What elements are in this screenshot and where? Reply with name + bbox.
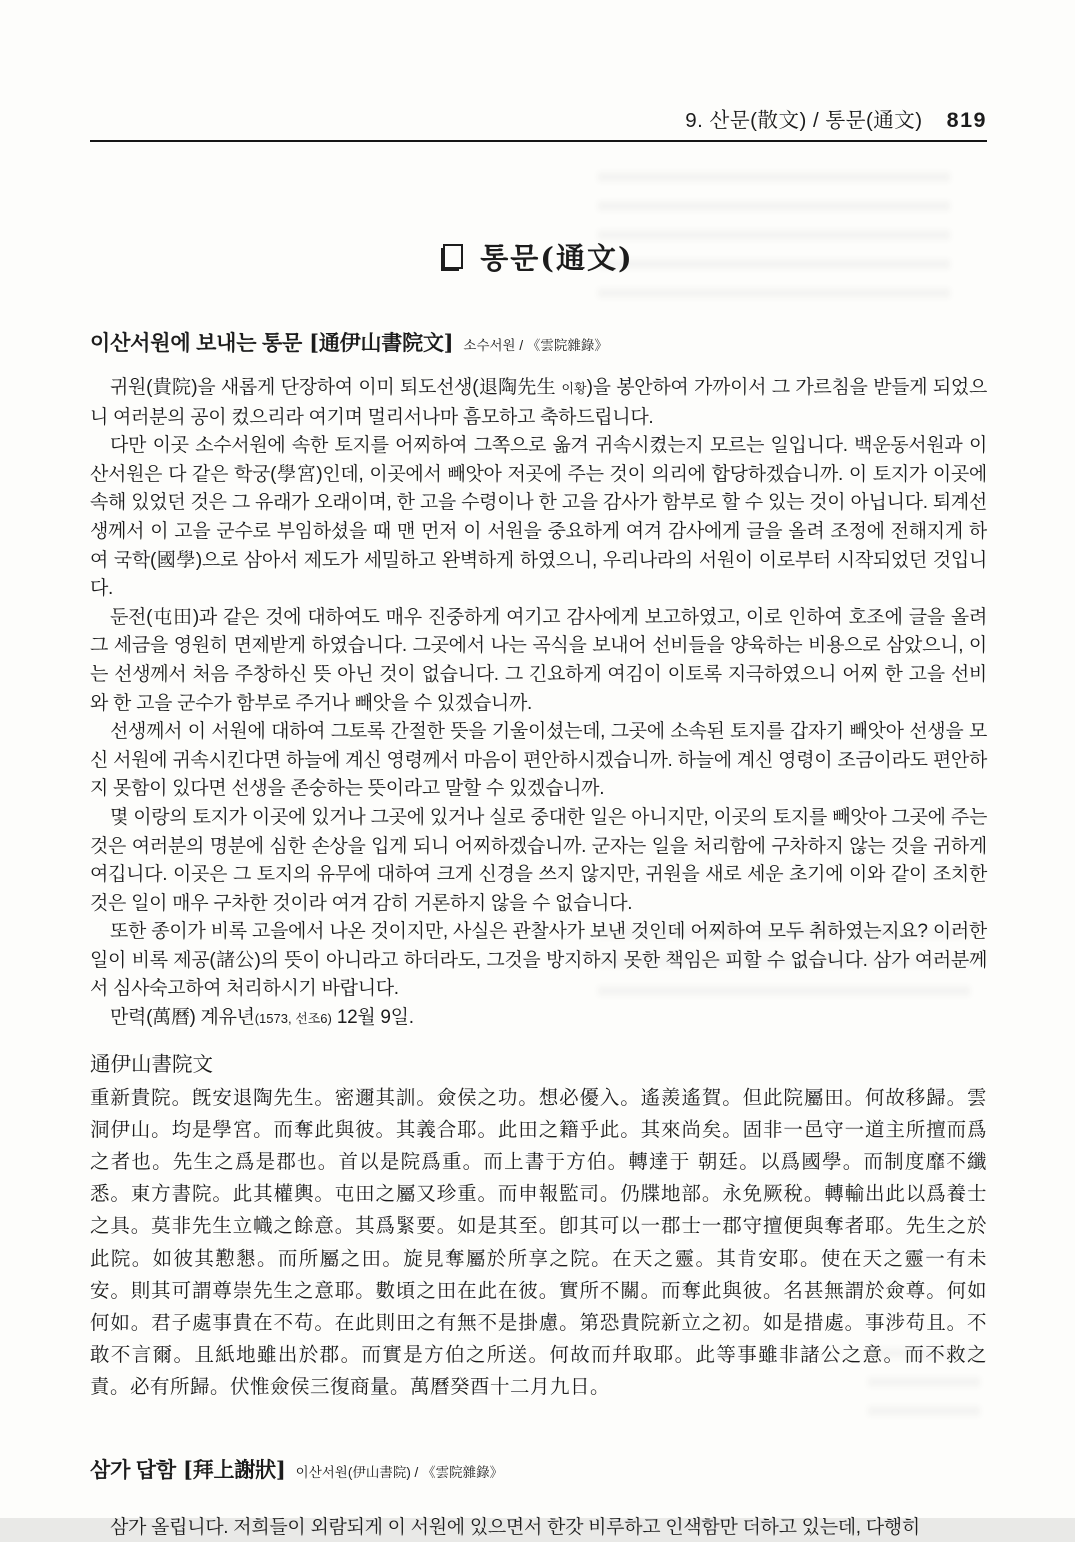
- section-reply: [90, 1454, 987, 1542]
- paragraph: 삼가 올립니다. 저희들이 외람되게 이 서원에 있으면서 한갓 비루하고 인색함만 더하고 있는데, 다행히: [110, 1516, 920, 1538]
- paragraph: 선생께서 이 서원에 대하여 그토록 간절한 뜻을 기울이셨는데, 그곳에 소속된 토지를 갑자기 빼앗아 선생을 모신 서원에 귀속시킨다면 하늘에 계신 영령께서 마음이 편안하시겠습니까. 하늘에 계신 영령이 조금이라도 편안하지 못함이 있다면 선생을 존숭하는 뜻이라고 말할 수 있겠습니까.: [90, 721, 987, 800]
- paragraph-text: 귀원(貴院)을 새롭게 단장하여 이미 퇴도선생(退陶先生: [110, 377, 562, 398]
- hanmun-title: 通伊山書院文: [90, 1051, 213, 1076]
- paragraph: [90, 374, 987, 432]
- article-heading-hanja: [拜上謝狀]: [182, 1456, 286, 1482]
- hanmun-text: 重新貴院。旣安退陶先生。密邇其訓。僉侯之功。想必優入。遙羨遙賀。但此院屬田。何故移歸。雲洞伊山。均是學宮。而奪此與彼。其義合耶。此田之籍乎此。其來尚矣。固非一邑守一道主所擅而爲之者也。先生之爲是郡也。首以是院爲重。而上書于方伯。轉達于 朝廷。以爲國學。而制度靡不纖悉。東方書院。此其權輿。屯田之屬又珍重。而申報監司。仍牒地部。永免厥稅。轉輸出此以爲養士之具。莫非先生立幟之餘意。其爲緊要。如是其至。卽其可以一郡士一郡守擅便與奪者耶。先生之於此院。如彼其懃懇。而所屬之田。旋見奪屬於所享之院。在天之靈。其肯安耶。使在天之靈一有未安。則其可謂尊崇先生之意耶。數頃之田在此在彼。實所不關。而奪此與彼。名甚無謂於僉尊。何如何如。君子處事貴在不苟。在此則田之有無不是掛慮。第恐貴院新立之初。如是措處。事涉苟且。不敢不言爾。且紙地雖出於郡。而實是方伯之所送。何故而幷取耶。此等事雖非諸公之意。而不救之責。必有所歸。伏惟僉侯三復商量。萬曆癸酉十二月九日。: [90, 1085, 987, 1399]
- article-heading-korean: 삼가 답함: [90, 1458, 176, 1482]
- date-line: [90, 1004, 987, 1034]
- square-bullet-icon: [443, 244, 463, 269]
- article-heading-korean: 이산서원에 보내는 통문: [90, 332, 303, 355]
- article-heading-hanja: [通伊山書院文]: [309, 330, 454, 355]
- paragraph: 둔전(屯田)과 같은 것에 대하여도 매우 진중하게 여기고 감사에게 보고하였고, 이로 인하여 호조에 글을 올려 그 세금을 영원히 면제받게 하였습니다. 그곳에서 나는 곡식을 보내어 선비들을 양육하는 비용으로 삼았으니, 이는 선생께서 처음 주창하신 뜻 아닌 것이 없습니다. 그 긴요하게 여김이 이토록 지극하였으니 어찌 한 고을 선비와 한 고을 군수가 함부로 주거나 빼앗을 수 있겠습니까.: [90, 606, 987, 714]
- paragraph-text: )을 봉안하여 가까이서 그 가르침을 받들게 되었으니 여러분의 공이 컸으리라 여기며 멀리서나마 흠모하고 축하드립니다.: [90, 377, 987, 428]
- chapter-title-hanja: (通文): [540, 241, 634, 275]
- inline-annotation: (1573, 선조6): [254, 1011, 332, 1027]
- article-heading-source: 이산서원(伊山書院) / 《雲院雜錄》: [295, 1464, 504, 1480]
- hanmun-block: [90, 1047, 987, 1404]
- paragraph: 또한 종이가 비록 고을에서 나온 것이지만, 사실은 관찰사가 보낸 것인데 어찌하여 모두 취하였는지요? 이러한 일이 비록 제공(諸公)의 뜻이 아니라고 하더라도, 그것을 방지하지 못한 책임은 피할 수 없습니다. 삼가 여러분께서 심사숙고하여 처리하시기 바랍니다.: [90, 921, 987, 1000]
- chapter-title: [90, 236, 987, 277]
- page-header: [90, 0, 987, 142]
- paragraph: 몇 이랑의 토지가 이곳에 있거나 그곳에 있거나 실로 중대한 일은 아니지만, 이곳의 토지를 빼앗아 그곳에 주는 것은 여러분의 명분에 심한 손상을 입게 되니 어찌하겠습니까. 군자는 일을 처리함에 구차하지 않는 것을 귀하게 여깁니다. 이곳은 그 토지의 유무에 대하여 크게 신경을 쓰지 않지만, 귀원을 새로 세운 초기에 이와 같이 조치한 것은 일이 매우 구차한 것이라 여겨 감히 거론하지 않을 수 없습니다.: [90, 806, 987, 914]
- article-heading-source: 소수서원 / 《雲院雜錄》: [463, 338, 608, 353]
- inline-annotation: 이황: [561, 381, 587, 396]
- date-text: 12월 9일.: [331, 1007, 414, 1029]
- date-text: 만력(萬曆) 계유년: [110, 1007, 255, 1029]
- paragraph: 다만 이곳 소수서원에 속한 토지를 어찌하여 그쪽으로 옮겨 귀속시켰는지 모르는 일입니다. 백운동서원과 이산서원은 다 같은 학궁(學宮)인데, 이곳에서 빼앗아 저곳에 주는 것이 의리에 합당하겠습니까. 이 토지가 이곳에 속해 있었던 것은 그 유래가 오래이며, 한 고을 수령이나 한 고을 감사가 함부로 할 수 있는 것이 아닙니다. 퇴계선생께서 이 고을 군수로 부임하셨을 때 맨 먼저 이 서원을 중요하게 여겨 감사에게 글을 올려 조정에 전해지게 하여 국학(國學)으로 삼아서 제도가 세밀하고 완벽하게 하였으니, 우리나라의 서원이 이로부터 시작되었던 것입니다.: [90, 435, 987, 600]
- section-tongmun: [90, 327, 987, 1404]
- article-body: [90, 374, 987, 1034]
- chapter-title-korean: 통문: [480, 243, 541, 275]
- article-heading: [90, 1454, 987, 1484]
- article-heading: [90, 327, 987, 357]
- running-head: 9. 산문(散文) / 통문(通文): [685, 109, 923, 132]
- page-number: 819: [946, 108, 987, 132]
